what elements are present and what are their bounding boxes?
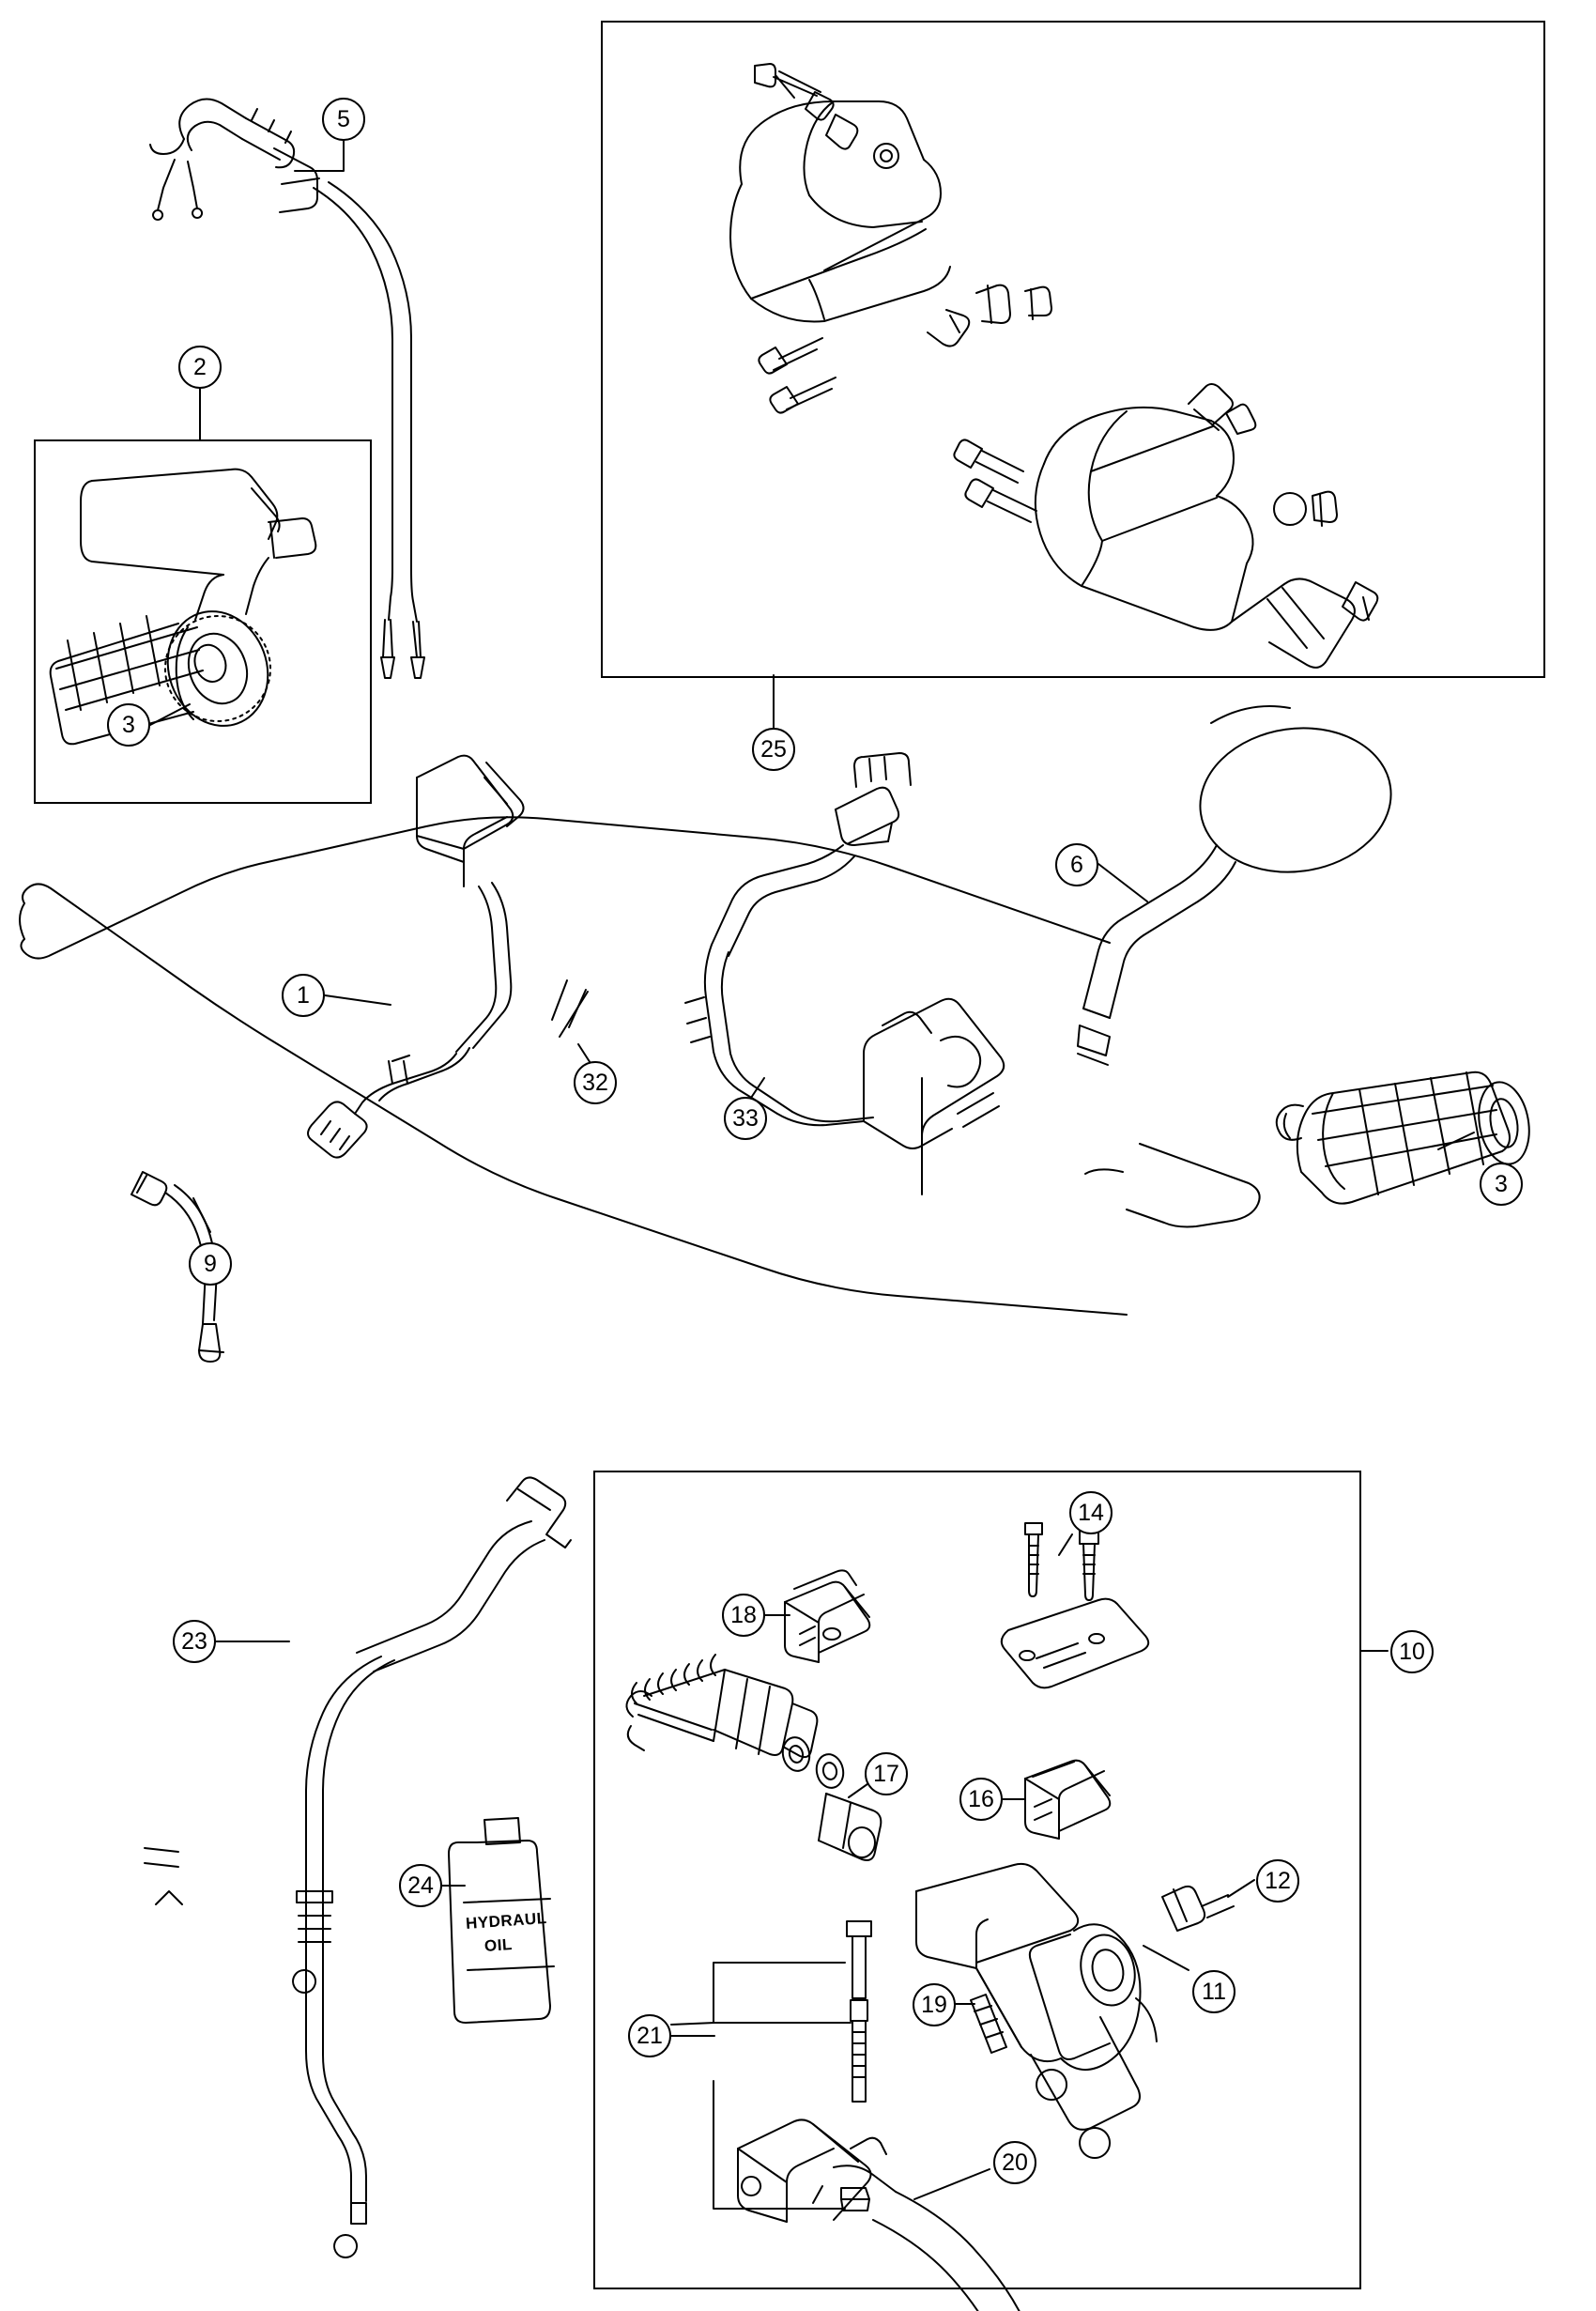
callout-2[interactable]: 2 [178,346,222,389]
handguard-panel [601,21,1545,678]
callout-3-left[interactable]: 3 [107,703,150,747]
callout-24[interactable]: 24 [399,1864,442,1907]
callout-16[interactable]: 16 [959,1778,1003,1821]
handlebar-art [20,817,1260,1315]
callout-6[interactable]: 6 [1055,843,1098,886]
callout-10[interactable]: 10 [1390,1630,1434,1673]
clutch-line-art [145,1477,571,2257]
callout-17[interactable]: 17 [865,1752,908,1795]
callout-23[interactable]: 23 [173,1620,216,1663]
callout-3-right[interactable]: 3 [1480,1163,1523,1206]
left-switch-art [308,756,586,1158]
callout-25[interactable]: 25 [752,728,795,771]
callout-1[interactable]: 1 [282,974,325,1017]
callout-19[interactable]: 19 [913,1983,956,2026]
callout-5[interactable]: 5 [322,98,365,141]
callout-21[interactable]: 21 [628,2014,671,2057]
oil-bottle-label-line2: OIL [483,1934,514,1956]
clutch-assembly-panel [593,1471,1361,2289]
callout-9[interactable]: 9 [189,1242,232,1286]
callout-12[interactable]: 12 [1256,1859,1299,1903]
callout-14[interactable]: 14 [1069,1491,1113,1534]
callout-18[interactable]: 18 [722,1594,765,1637]
callout-20[interactable]: 20 [993,2141,1036,2184]
mirror-art [1078,706,1401,1065]
callout-11[interactable]: 11 [1192,1970,1235,2013]
throttle-grip-panel [34,439,372,804]
callout-32[interactable]: 32 [574,1061,617,1104]
callout-33[interactable]: 33 [724,1097,767,1140]
oil-bottle-label-line1: HYDRAUL [465,1909,548,1933]
